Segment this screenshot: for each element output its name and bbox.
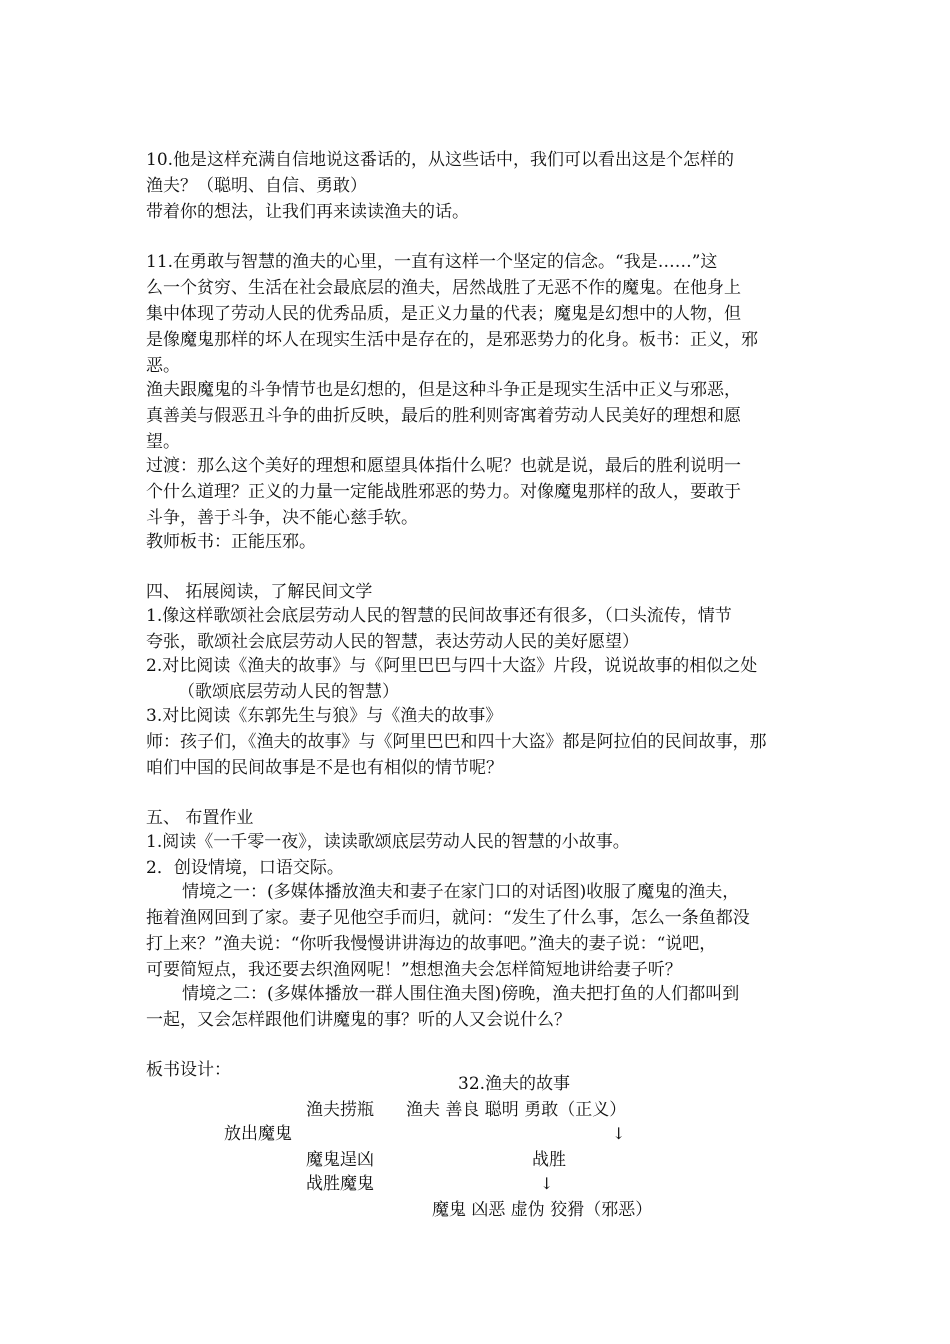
board-win: 战胜 [532,1150,566,1170]
paragraph-line: 一起，又会怎样跟他们讲魔鬼的事？听的人又会说什么？ [146,1010,571,1030]
down-arrow-icon: ↓ [612,1124,626,1143]
paragraph-line: 教师板书：正能压邪。 [146,532,316,552]
paragraph-line: 渔夫？（聪明、自信、勇敢） [146,176,367,196]
paragraph-line: 过渡：那么这个美好的理想和愿望具体指什么呢？也就是说，最后的胜利说明一 [146,456,741,476]
paragraph-line: 2.对比阅读《渔夫的故事》与《阿里巴巴与四十大盗》片段，说说故事的相似之处 [146,656,758,676]
board-fisher-traits: 渔夫 善良 聪明 勇敢（正义） [406,1100,627,1120]
paragraph-line: 真善美与假恶丑斗争的曲折反映，最后的胜利则寄寓着劳动人民美好的理想和愿 [146,406,741,426]
paragraph-line: 3.对比阅读《东郭先生与狼》与《渔夫的故事》 [146,706,503,726]
paragraph-line: 咱们中国的民间故事是不是也有相似的情节呢？ [146,758,503,778]
paragraph-line: 个什么道理？正义的力量一定能战胜邪恶的势力。对像魔鬼那样的敌人，要敢于 [146,482,741,502]
paragraph-line: 1.阅读《一千零一夜》，读读歌颂底层劳动人民的智慧的小故事。 [146,832,630,852]
paragraph-line: 2．创设情境，口语交际。 [146,858,344,878]
paragraph-line: 情境之二：(多媒体播放一群人围住渔夫图)傍晚，渔夫把打鱼的人们都叫到 [182,984,740,1004]
board-item: 魔鬼逞凶 [306,1150,374,1170]
paragraph-line: 拖着渔网回到了家。妻子见他空手而归，就问：“发生了什么事，怎么一条鱼都没 [146,908,750,928]
paragraph-line: 带着你的想法，让我们再来读读渔夫的话。 [146,202,469,222]
board-item: 渔夫捞瓶 [306,1100,374,1120]
paragraph-line: 师：孩子们，《渔夫的故事》与《阿里巴巴和四十大盗》都是阿拉伯的民间故事，那 [146,732,767,752]
board-item: 放出魔鬼 [224,1124,292,1144]
paragraph-line: 10.他是这样充满自信地说这番话的，从这些话中，我们可以看出这是个怎样的 [146,150,735,170]
paragraph-line: 是像魔鬼那样的坏人在现实生活中是存在的，是邪恶势力的化身。板书：正义，邪 [146,330,758,350]
board-item: 战胜魔鬼 [306,1174,374,1194]
board-demon-traits: 魔鬼 凶恶 虚伪 狡猾（邪恶） [432,1200,653,1220]
paragraph-line: 11.在勇敢与智慧的渔夫的心里，一直有这样一个坚定的信念。“我是……”这 [146,252,718,272]
paragraph-line: （歌颂底层劳动人民的智慧） [178,682,399,702]
paragraph-line: 斗争，善于斗争，决不能心慈手软。 [146,508,418,528]
board-heading: 板书设计： [146,1060,231,1080]
paragraph-line: 情境之一：(多媒体播放渔夫和妻子在家门口的对话图)收服了魔鬼的渔夫， [182,882,740,902]
down-arrow-icon: ↓ [540,1174,554,1193]
paragraph-line: 夸张，歌颂社会底层劳动人民的智慧，表达劳动人民的美好愿望） [146,632,639,652]
paragraph-line: 渔夫跟魔鬼的斗争情节也是幻想的，但是这种斗争正是现实生活中正义与邪恶， [146,380,741,400]
paragraph-line: 集中体现了劳动人民的优秀品质，是正义力量的代表；魔鬼是幻想中的人物，但 [146,304,741,324]
paragraph-line: 么一个贫穷、生活在社会最底层的渔夫，居然战胜了无恶不作的魔鬼。在他身上 [146,278,741,298]
paragraph-line: 恶。 [146,356,180,376]
section-heading: 四、 拓展阅读，了解民间文学 [146,582,373,602]
paragraph-line: 可要简短点，我还要去织渔网呢！”想想渔夫会怎样简短地讲给妻子听？ [146,960,682,980]
paragraph-line: 望。 [146,432,180,452]
board-title: 32.渔夫的故事 [458,1074,571,1094]
paragraph-line: 1.像这样歌颂社会底层劳动人民的智慧的民间故事还有很多，（口头流传，情节 [146,606,732,626]
section-heading: 五、 布置作业 [146,808,254,828]
paragraph-line: 打上来？”渔夫说：“你听我慢慢讲讲海边的故事吧。”渔夫的妻子说：“说吧， [146,934,717,954]
